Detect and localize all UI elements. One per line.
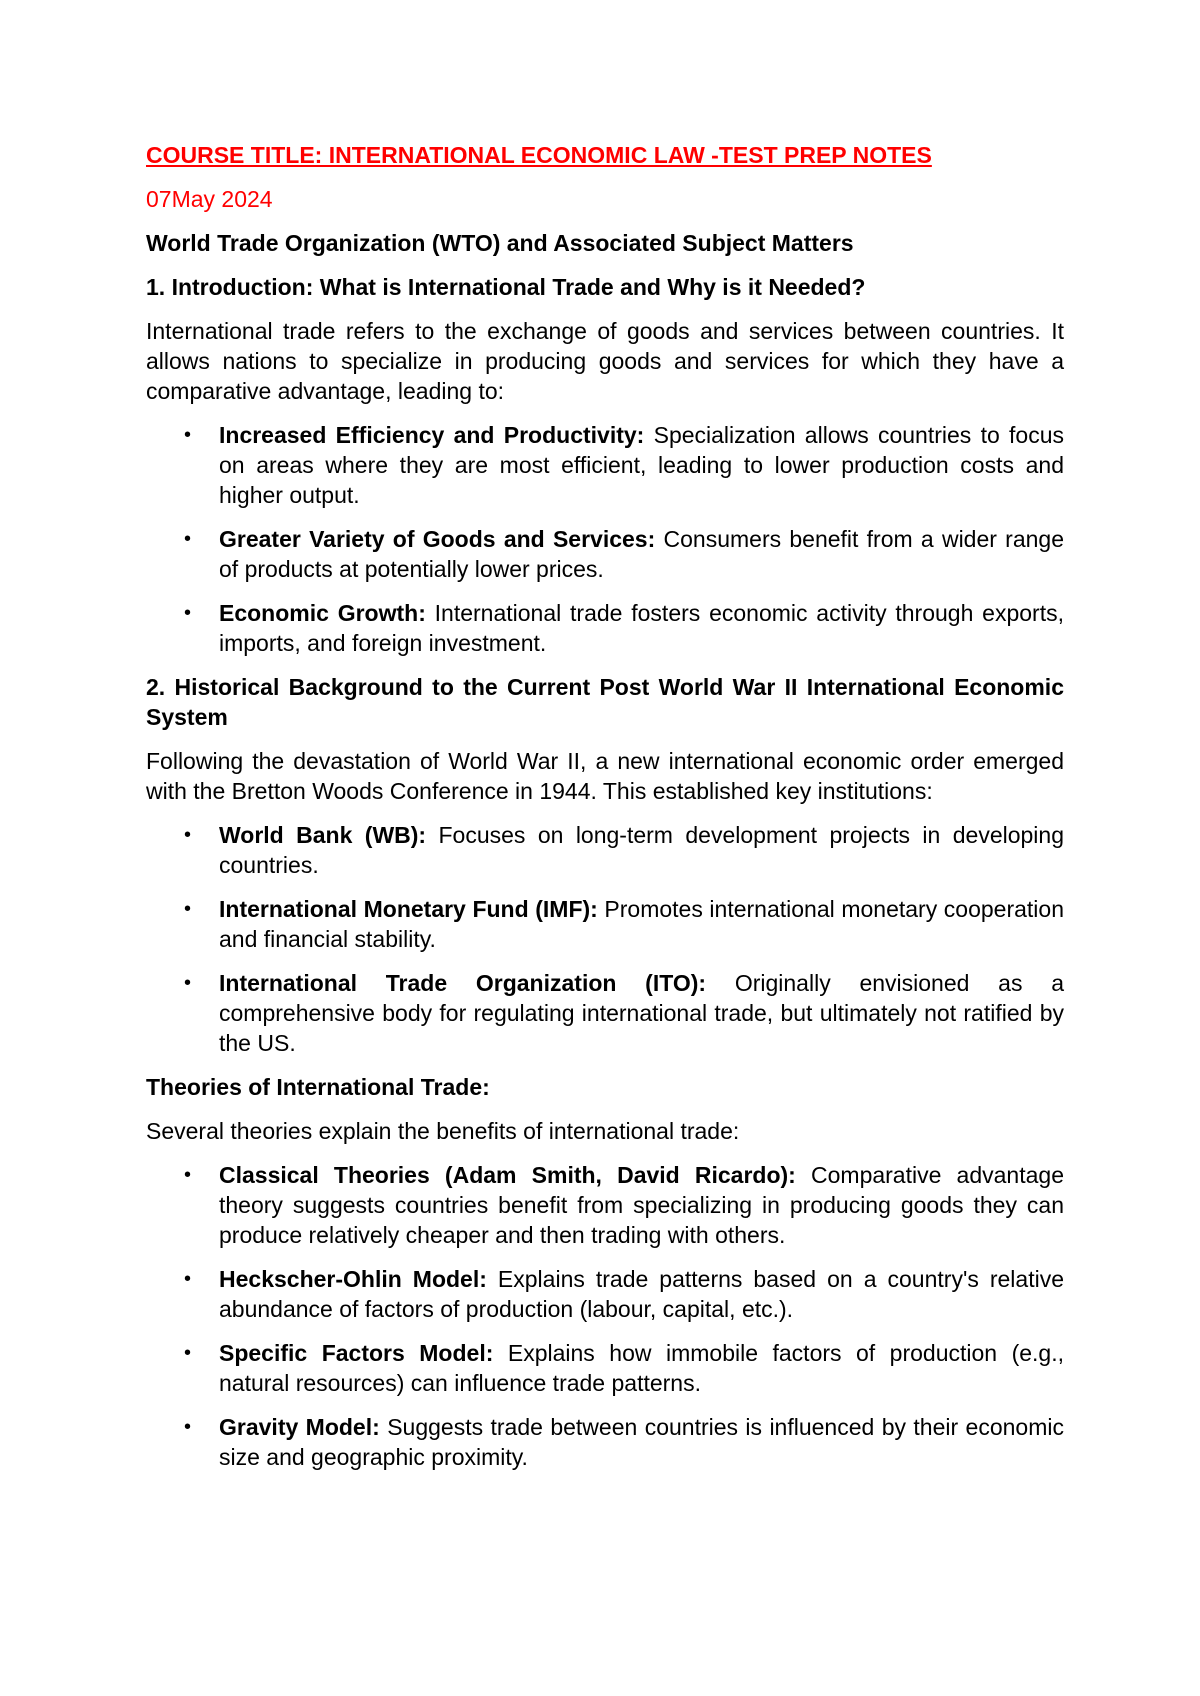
section3-list	[146, 1160, 1064, 1472]
bullet-term: World Bank (WB):	[219, 822, 427, 848]
bullet-term: Specific Factors Model:	[219, 1340, 494, 1366]
section1-intro: International trade refers to the exchange of goods and services between countries. It allows nations to specialize in producing goods and services for which they have a comparative advantage, leading to:	[146, 318, 1064, 404]
list-item	[146, 420, 1064, 510]
bullet-text: Comparative advantage theory suggests countries benefit from specializing in producing goods they can produce relatively cheaper and then trading with others.	[219, 1162, 1064, 1248]
bullet-text: Originally envisioned as a comprehensive body for regulating international trade, but ultimately not ratified by the US.	[219, 970, 1064, 1056]
bullet-term: Gravity Model:	[219, 1414, 380, 1440]
course-title: COURSE TITLE: INTERNATIONAL ECONOMIC LAW -TEST PREP NOTES	[146, 142, 932, 168]
bullet-term: Heckscher-Ohlin Model:	[219, 1266, 487, 1292]
bullet-icon: •	[184, 1164, 192, 1186]
bullet-icon: •	[184, 528, 192, 550]
bullet-text: Suggests trade between countries is influenced by their economic size and geographic proximity.	[219, 1414, 1064, 1470]
list-item	[146, 894, 1064, 954]
list-item	[146, 598, 1064, 658]
bullet-term: Increased Efficiency and Productivity:	[219, 422, 645, 448]
bullet-text: Focuses on long-term development projects in developing countries.	[219, 822, 1064, 878]
list-item	[146, 1412, 1064, 1472]
bullet-text: Explains trade patterns based on a country's relative abundance of factors of production (labour, capital, etc.).	[219, 1266, 1064, 1322]
bullet-text: Specialization allows countries to focus on areas where they are most efficient, leading to lower production costs and higher output.	[219, 422, 1064, 508]
document-date: 07May 2024	[146, 186, 273, 212]
list-item	[146, 1160, 1064, 1250]
bullet-icon: •	[184, 824, 192, 846]
bullet-icon: •	[184, 1342, 192, 1364]
list-item	[146, 820, 1064, 880]
bullet-term: International Monetary Fund (IMF):	[219, 896, 598, 922]
section2-heading: 2. Historical Background to the Current Post World War II International Economic System	[146, 674, 1064, 730]
section2-list	[146, 820, 1064, 1058]
bullet-icon: •	[184, 424, 192, 446]
bullet-term: Classical Theories (Adam Smith, David Ricardo):	[219, 1162, 796, 1188]
list-item	[146, 968, 1064, 1058]
bullet-text: International trade fosters economic activity through exports, imports, and foreign investment.	[219, 600, 1064, 656]
list-item	[146, 524, 1064, 584]
main-heading: World Trade Organization (WTO) and Associated Subject Matters	[146, 230, 854, 256]
document-page	[146, 140, 1064, 1486]
bullet-term: Economic Growth:	[219, 600, 426, 626]
bullet-icon: •	[184, 1268, 192, 1290]
bullet-text: Explains how immobile factors of production (e.g., natural resources) can influence trade patterns.	[219, 1340, 1064, 1396]
section3-heading: Theories of International Trade:	[146, 1074, 490, 1100]
bullet-icon: •	[184, 602, 192, 624]
bullet-term: International Trade Organization (ITO):	[219, 970, 707, 996]
list-item	[146, 1338, 1064, 1398]
bullet-icon: •	[184, 898, 192, 920]
bullet-text: Promotes international monetary cooperation and financial stability.	[219, 896, 1064, 952]
section3-intro: Several theories explain the benefits of international trade:	[146, 1118, 740, 1144]
bullet-text: Consumers benefit from a wider range of products at potentially lower prices.	[219, 526, 1065, 582]
bullet-icon: •	[184, 1416, 192, 1438]
section1-list	[146, 420, 1064, 658]
bullet-term: Greater Variety of Goods and Services:	[219, 526, 656, 552]
bullet-icon: •	[184, 972, 192, 994]
section1-heading: 1. Introduction: What is International Trade and Why is it Needed?	[146, 274, 866, 300]
section2-intro: Following the devastation of World War II, a new international economic order emerged with the Bretton Woods Conference in 1944. This established key institutions:	[146, 748, 1064, 804]
list-item	[146, 1264, 1064, 1324]
